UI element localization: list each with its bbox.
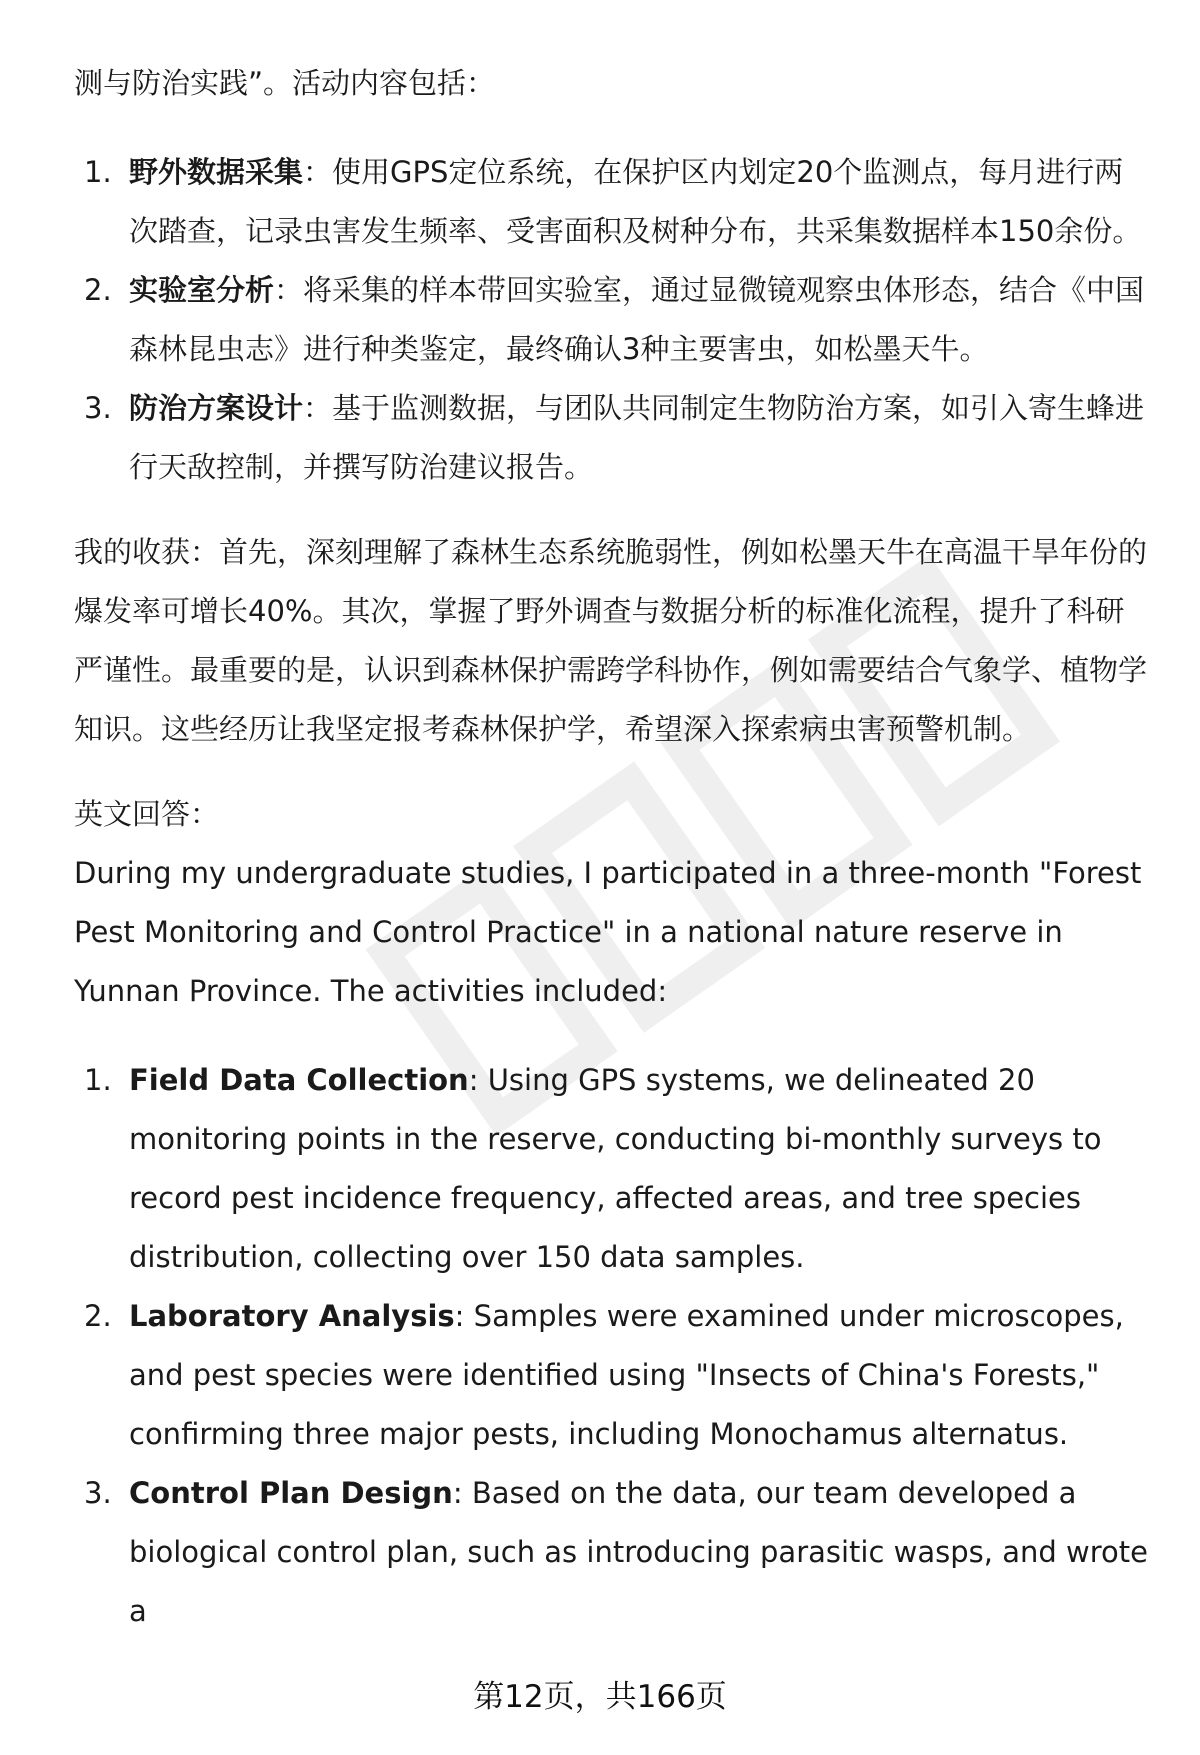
zh-gains-paragraph: 我的收获：首先，深刻理解了森林生态系统脆弱性，例如松墨天牛在高温干旱年份的爆发率可增长40%。其次，掌握了野外调查与数据分析的标准化流程，提升了科研严谨性。最重要的是，认识到森林保护需跨学科协作，例如需要结合气象学、植物学知识。这些经历让我坚定报考森林保护学，希望深入探索病虫害预警机制。 xyxy=(74,535,1148,746)
list-item xyxy=(74,1287,1152,1464)
list-number: 1. xyxy=(84,1063,112,1097)
list-item xyxy=(74,143,1152,261)
list-item xyxy=(74,1464,1152,1641)
list-number: 3. xyxy=(84,391,112,425)
list-number: 1. xyxy=(84,155,112,189)
zh-intro-tail: 测与防治实践”。活动内容包括： xyxy=(74,66,496,100)
en-activity-list xyxy=(74,1051,1152,1641)
list-text: 基于监测数据，与团队共同制定生物防治方案，如引入寄生蜂进行天敌控制，并撰写防治建议报告。 xyxy=(129,391,1145,484)
list-term: Field Data Collection xyxy=(129,1063,469,1097)
zh-activity-list xyxy=(74,143,1152,497)
list-text: Samples were examined under microscopes, and pest species were identified using "Insects of China's Forests," confirming three major pests, including Monochamus alternatus. xyxy=(129,1299,1124,1451)
list-term: 实验室分析 xyxy=(129,273,275,307)
list-text: Using GPS systems, we delineated 20 monitoring points in the reserve, conducting bi-monthly surveys to record pest incidence frequency, affected areas, and tree species distribution, collecting over 150 data samples. xyxy=(129,1063,1102,1274)
list-term: Laboratory Analysis xyxy=(129,1299,455,1333)
list-text: 使用GPS定位系统，在保护区内划定20个监测点，每月进行两次踏查，记录虫害发生频率、受害面积及树种分布，共采集数据样本150余份。 xyxy=(129,155,1142,248)
list-separator: : xyxy=(468,1063,479,1097)
list-term: 野外数据采集 xyxy=(129,155,304,189)
list-item xyxy=(74,379,1152,497)
en-intro-paragraph: During my undergraduate studies, I participated in a three-month "Forest Pest Monitoring and Control Practice" in a national nature reserve in Yunnan Province. The activities included: xyxy=(74,856,1142,1008)
list-text: 将采集的样本带回实验室，通过显微镜观察虫体形态，结合《中国森林昆虫志》进行种类鉴定，最终确认3种主要害虫，如松墨天牛。 xyxy=(129,273,1145,366)
list-number: 2. xyxy=(84,1299,112,1333)
list-number: 2. xyxy=(84,273,112,307)
list-term: 防治方案设计 xyxy=(129,391,304,425)
list-separator: : xyxy=(452,1476,463,1510)
page-number-footer: 第12页，共166页 xyxy=(473,1679,727,1715)
list-separator: ： xyxy=(274,273,304,307)
list-separator: : xyxy=(454,1299,465,1333)
list-item xyxy=(74,1051,1152,1287)
list-term: Control Plan Design xyxy=(129,1476,453,1510)
list-separator: ： xyxy=(303,155,333,189)
list-separator: ： xyxy=(303,391,333,425)
list-text: Based on the data, our team developed a biological control plan, such as introducing parasitic wasps, and wrote a xyxy=(129,1476,1148,1628)
en-heading: 英文回答： xyxy=(74,797,220,831)
list-item xyxy=(74,261,1152,379)
document-body xyxy=(74,54,1152,1641)
list-number: 3. xyxy=(84,1476,112,1510)
